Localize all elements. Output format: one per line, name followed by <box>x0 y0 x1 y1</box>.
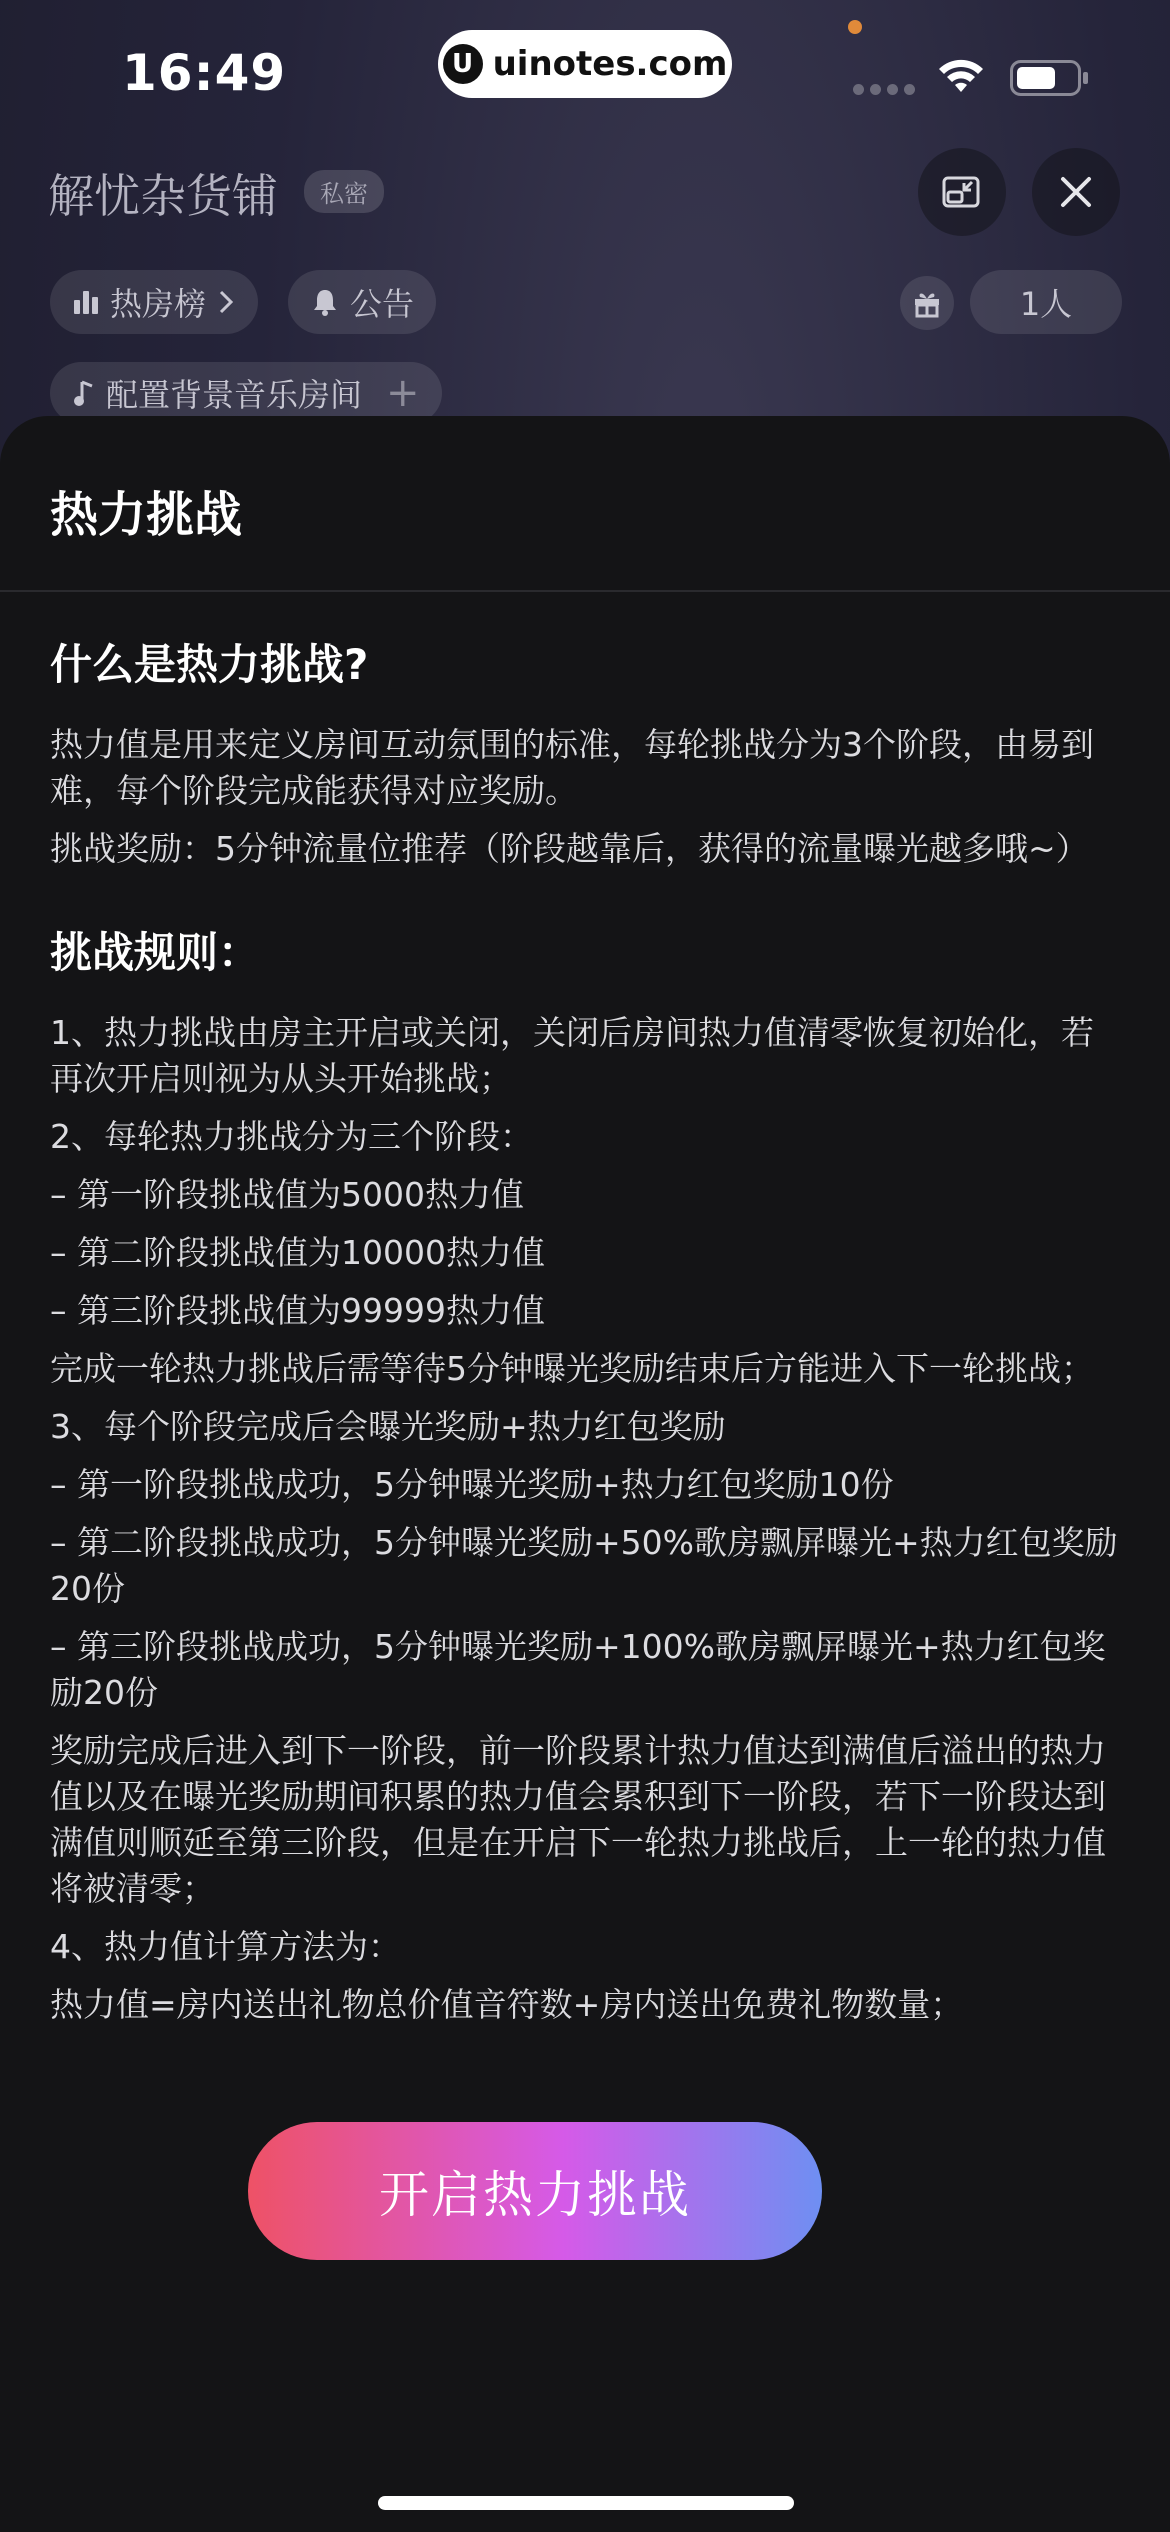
rule-item: 4、热力值计算方法为： <box>50 1927 401 1966</box>
minimize-icon <box>940 170 984 214</box>
room-title: 解忧杂货铺 <box>48 169 278 223</box>
rule-item: – 第一阶段挑战值为5000热力值 <box>50 1175 524 1214</box>
rule-item: – 第二阶段挑战值为10000热力值 <box>50 1233 545 1272</box>
add-icon: + <box>386 370 420 416</box>
what-is-heading: 什么是热力挑战? <box>50 640 369 689</box>
status-bar <box>0 0 1170 140</box>
chevron-right-icon <box>216 288 236 316</box>
status-time: 16:49 <box>122 44 287 102</box>
gift-icon <box>911 287 943 319</box>
divider <box>0 590 1170 592</box>
rule-item: 完成一轮热力挑战后需等待5分钟曝光奖励结束后方能进入下一轮挑战； <box>50 1349 1094 1388</box>
notice-label: 公告 <box>350 285 415 323</box>
hot-rank-chip[interactable] <box>50 270 258 334</box>
rule-item: 3、每个阶段完成后会曝光奖励+热力红包奖励 <box>50 1407 726 1446</box>
bar-chart-icon <box>72 288 100 316</box>
rule-item: – 第一阶段挑战成功，5分钟曝光奖励+热力红包奖励10份 <box>50 1465 894 1504</box>
heat-challenge-sheet <box>0 416 1170 2532</box>
sheet-title: 热力挑战 <box>50 487 243 543</box>
background-music-chip[interactable] <box>50 362 442 424</box>
close-button[interactable] <box>1032 148 1120 236</box>
bell-icon <box>310 287 340 317</box>
rules-heading: 挑战规则： <box>50 928 261 977</box>
rule-item: – 第二阶段挑战成功，5分钟曝光奖励+50%歌房飘屏曝光+热力红包奖励20份 <box>50 1523 1118 1608</box>
watermark-text: uinotes.com <box>492 44 728 84</box>
privacy-indicator-dot <box>848 20 862 34</box>
background-music-label: 配置背景音乐房间 <box>106 376 363 414</box>
home-indicator[interactable] <box>378 2496 794 2510</box>
intro-paragraph: 热力值是用来定义房间互动氛围的标准，每轮挑战分为3个阶段，由易到难，每个阶段完成能获得对应奖励。 <box>50 725 1094 810</box>
rule-item: – 第三阶段挑战值为99999热力值 <box>50 1291 545 1330</box>
rule-item: 奖励完成后进入到下一阶段，前一阶段累计热力值达到满值后溢出的热力值以及在曝光奖励期间积累的热力值会累积到下一阶段，若下一阶段达到满值则顺延至第三阶段，但是在开启下一轮热力挑战后，上一轮的热力值将被清零； <box>50 1731 1106 1908</box>
minimize-button[interactable] <box>918 148 1006 236</box>
notice-chip[interactable] <box>288 270 436 334</box>
rule-item: 1、热力挑战由房主开启或关闭，关闭后房间热力值清零恢复初始化，若再次开启则视为从头开始挑战； <box>50 1013 1094 1098</box>
reward-paragraph: 挑战奖励：5分钟流量位推荐（阶段越靠后，获得的流量曝光越多哦~） <box>50 829 1089 868</box>
rule-item: – 第三阶段挑战成功，5分钟曝光奖励+100%歌房飘屏曝光+热力红包奖励20份 <box>50 1627 1106 1712</box>
cellular-signal-icon <box>853 84 915 95</box>
wifi-icon <box>936 56 986 96</box>
rule-item: 热力值=房内送出礼物总价值音符数+房内送出免费礼物数量； <box>50 1985 964 2024</box>
battery-icon <box>1010 60 1090 96</box>
start-challenge-button[interactable]: 开启热力挑战 <box>248 2122 822 2260</box>
gift-button[interactable] <box>900 276 954 330</box>
hot-rank-label: 热房榜 <box>110 285 207 323</box>
close-icon <box>1056 172 1096 212</box>
privacy-badge: 私密 <box>304 170 384 213</box>
online-count-chip[interactable]: 1人 <box>970 270 1122 334</box>
watermark-badge <box>438 30 732 98</box>
watermark-logo: U <box>443 44 483 84</box>
music-note-icon <box>72 378 96 408</box>
challenge-description <box>50 632 1122 2040</box>
rule-item: 2、每轮热力挑战分为三个阶段： <box>50 1117 533 1156</box>
